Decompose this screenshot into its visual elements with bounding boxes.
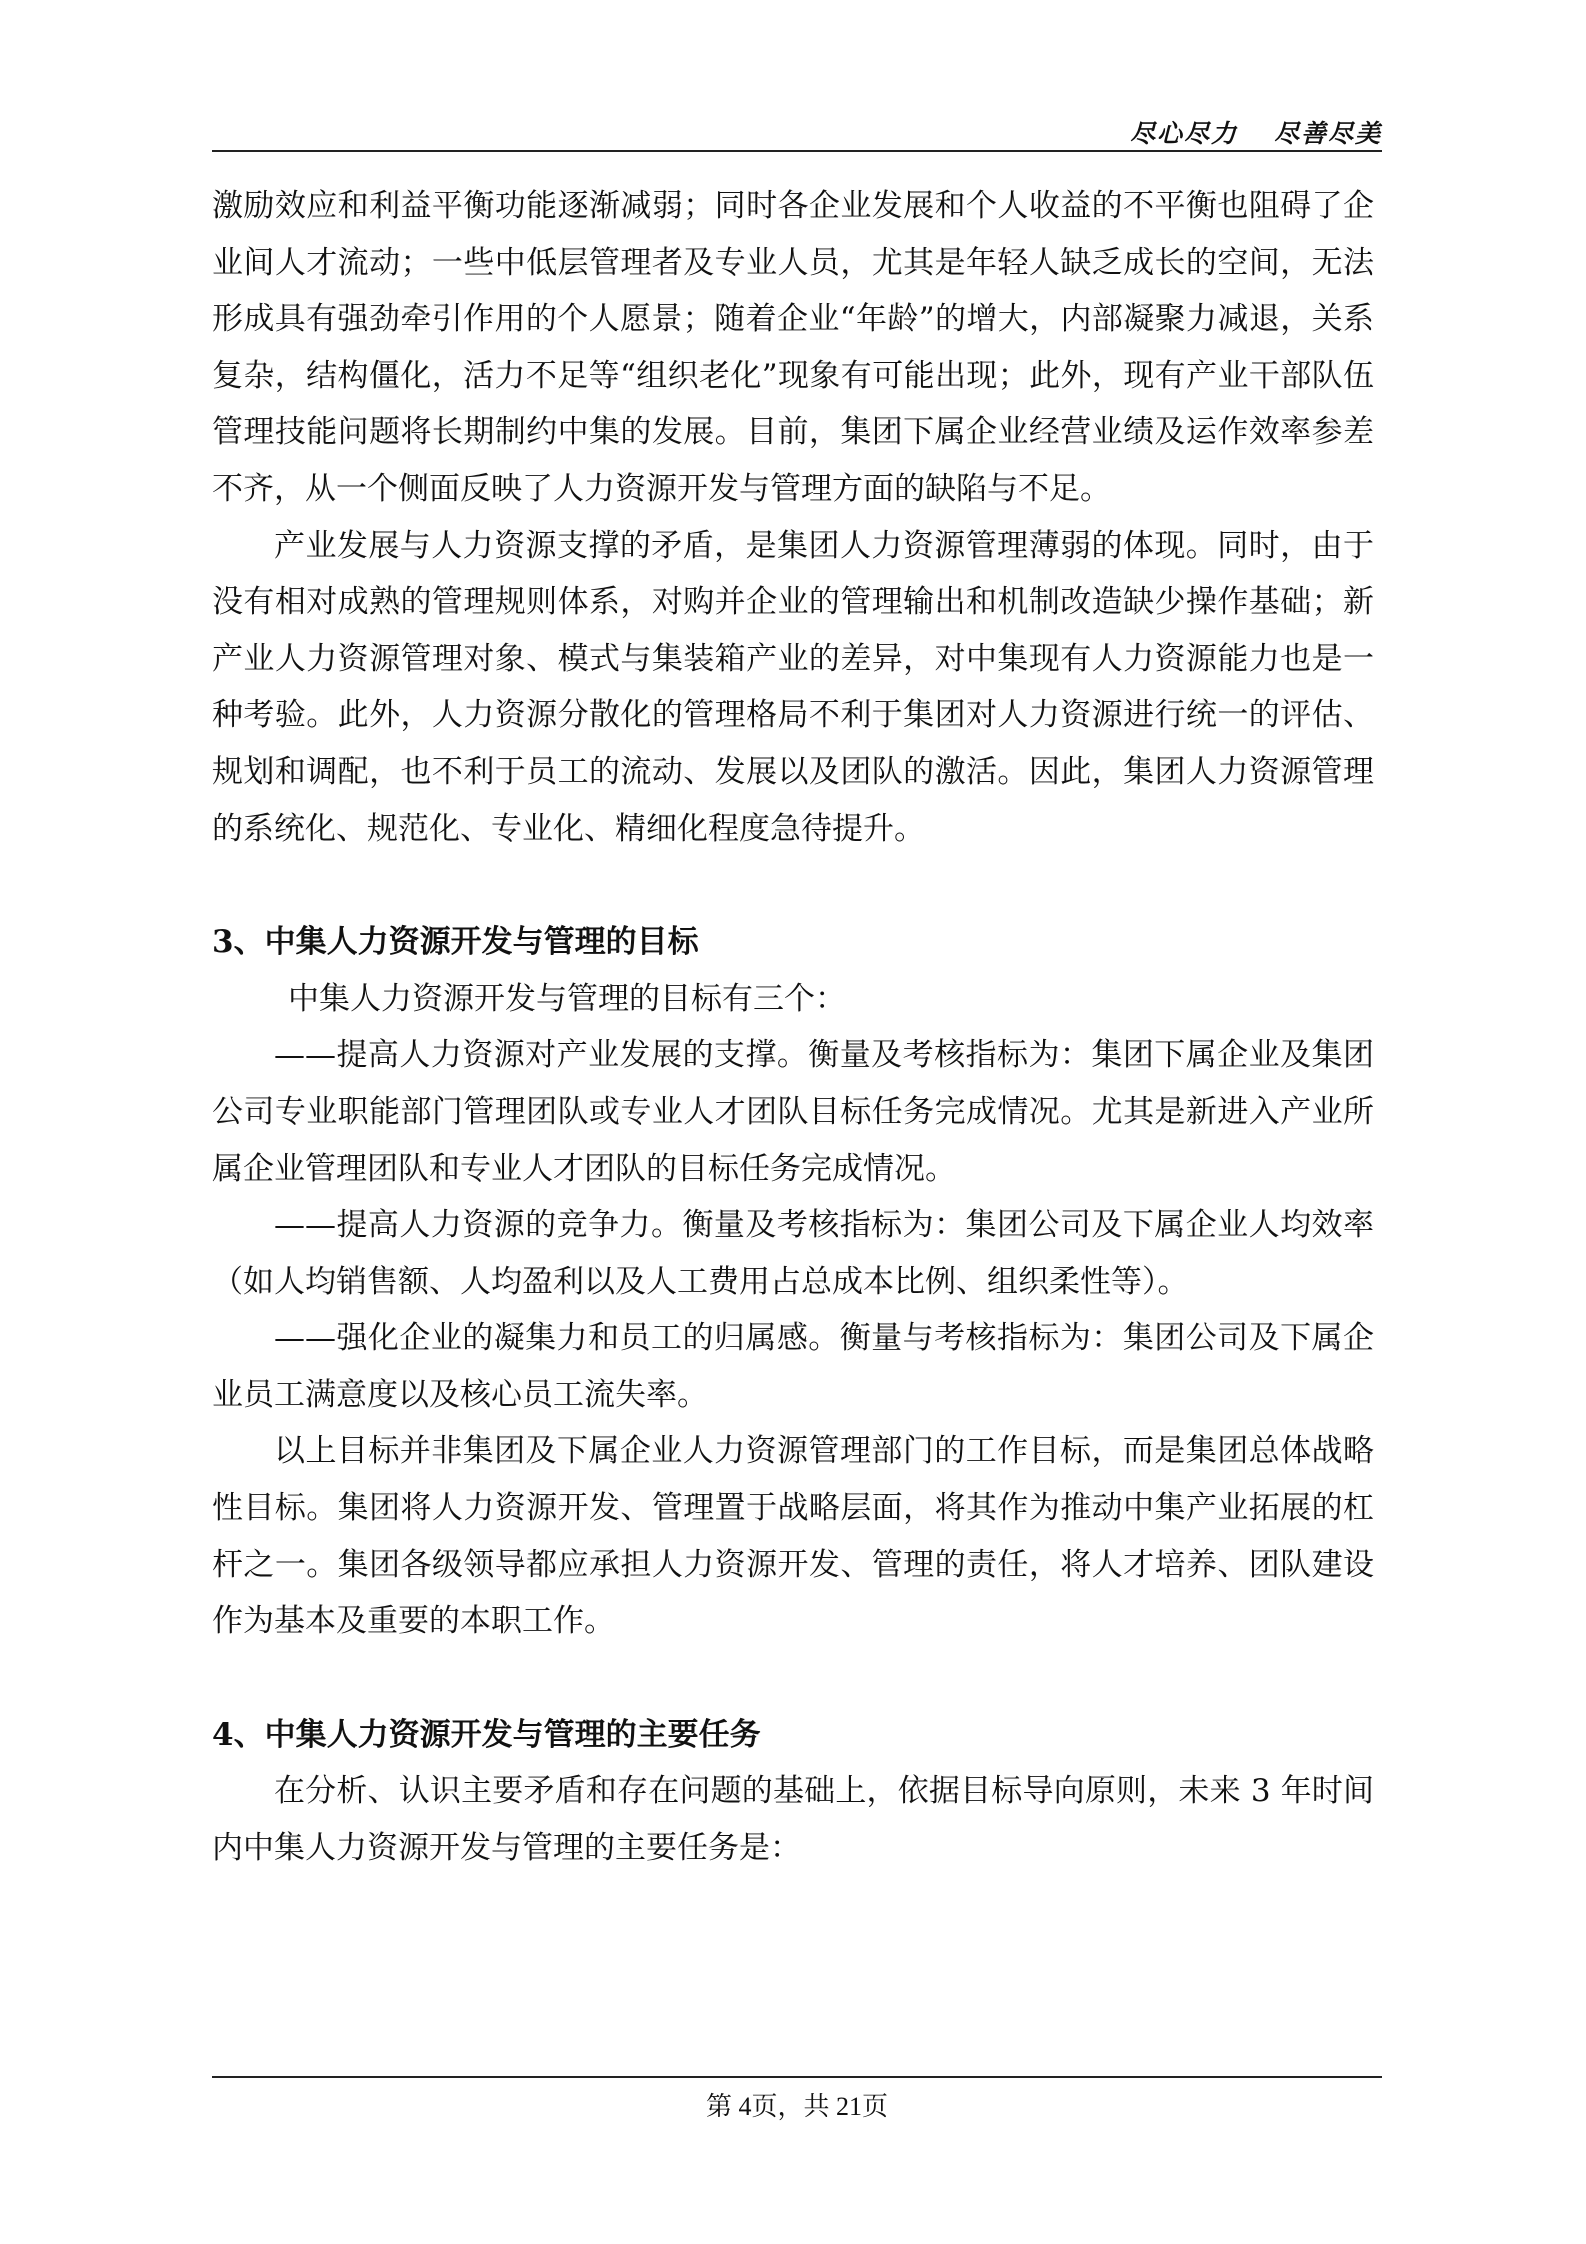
section-heading-4: 4、中集人力资源开发与管理的主要任务 (212, 1716, 761, 1753)
paragraph-goals-summary: 以上目标并非集团及下属企业人力资源管理部门的工作目标，而是集团总体战略性目标。集团将人力资源开发、管理置于战略层面，将其作为推动中集产业拓展的杠杆之一。集团各级领导都应承担人力资源开发、管理的责任，将人才培养、团队建设作为基本及重要的本职工作。 (212, 1433, 1374, 1640)
document-body (212, 178, 1374, 1877)
paragraph-contradiction: 产业发展与人力资源支撑的矛盾，是集团人力资源管理薄弱的体现。同时，由于没有相对成熟的管理规则体系，对购并企业的管理输出和机制改造缺少操作基础；新产业人力资源管理对象、模式与集装箱产业的差异，对中集现有人力资源能力也是一种考验。此外，人力资源分散化的管理格局不利于集团对人力资源进行统一的评估、规划和调配，也不利于员工的流动、发展以及团队的激活。因此，集团人力资源管理的系统化、规范化、专业化、精细化程度急待提升。 (212, 527, 1374, 847)
paragraph-goal-2: ——提高人力资源的竞争力。衡量及考核指标为：集团公司及下属企业人均效率（如人均销售额、人均盈利以及人工费用占总成本比例、组织柔性等）。 (212, 1207, 1374, 1300)
paragraph-tasks-intro: 在分析、认识主要矛盾和存在问题的基础上，依据目标导向原则，未来 3 年时间内中集人力资源开发与管理的主要任务是： (212, 1773, 1374, 1867)
motto-left: 尽心尽力 (1129, 119, 1238, 148)
section-heading-3: 3、中集人力资源开发与管理的目标 (212, 924, 699, 961)
paragraph-continuation: 激励效应和利益平衡功能逐渐减弱；同时各企业发展和个人收益的不平衡也阻碍了企业间人才流动；一些中低层管理者及专业人员，尤其是年轻人缺乏成长的空间，无法形成具有强劲牵引作用的个人愿景；随着企业“年龄”的增大，内部凝聚力减退，关系复杂，结构僵化，活力不足等“组织老化”现象有可能出现；此外，现有产业干部队伍管理技能问题将长期制约中集的发展。目前，集团下属企业经营业绩及运作效率参差不齐，从一个侧面反映了人力资源开发与管理方面的缺陷与不足。 (212, 188, 1374, 507)
paragraph-goal-3: ——强化企业的凝集力和员工的归属感。衡量与考核指标为：集团公司及下属企业员工满意度以及核心员工流失率。 (212, 1320, 1374, 1413)
page-footer (212, 2076, 1382, 2123)
paragraph-goal-1: ——提高人力资源对产业发展的支撑。衡量及考核指标为：集团下属企业及集团公司专业职能部门管理团队或专业人才团队目标任务完成情况。尤其是新进入产业所属企业管理团队和专业人才团队的目标任务完成情况。 (212, 1037, 1374, 1187)
header-motto (1130, 114, 1382, 150)
page-header (212, 110, 1382, 152)
motto-right: 尽善尽美 (1273, 119, 1382, 148)
paragraph-goals-intro: 中集人力资源开发与管理的目标有三个： (288, 980, 846, 1017)
page-number: 第 4页，共 21页 (705, 2092, 888, 2121)
